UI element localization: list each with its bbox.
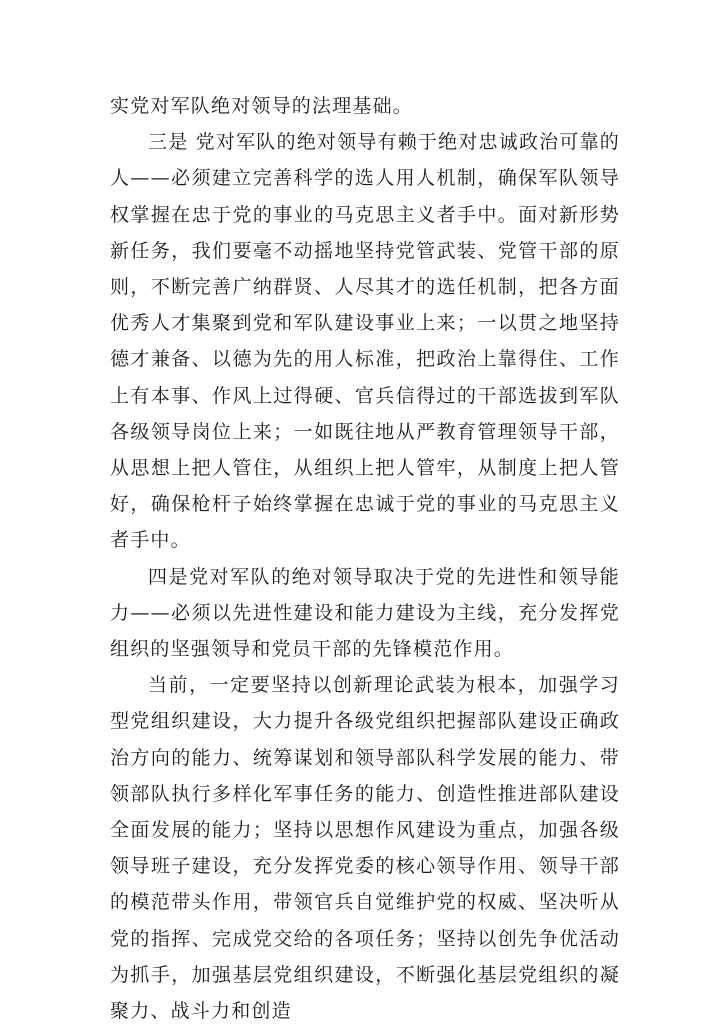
paragraph-point-three: 三是 党对军队的绝对领导有赖于绝对忠诚政治可靠的人——必须建立完善科学的选人用人机制，确保军队领导权掌握在忠于党的事业的马克思主义者手中。面对新形势新任务，我们要毫不动摇地坚持党管武装、党管干部的原则，不断完善广纳群贤、人尽其才的选任机制，把各方面优秀人才集聚到党和军队建设事业上来；一以贯之地坚持德才兼备、以德为先的用人标准，把政治上靠得住、工作上有本事、作风上过得硬、官兵信得过的干部选拔到军队各级领导岗位上来；一如既往地从严教育管理领导干部，从思想上把人管住，从组织上把人管牢，从制度上把人管好，确保枪杆子始终掌握在忠诚于党的事业的马克思主义者手中。 xyxy=(110,131,620,552)
paragraph-continuation: 实党对军队绝对领导的法理基础。 xyxy=(110,95,414,117)
body-text xyxy=(110,88,620,1029)
paragraph-current-tasks: 当前，一定要坚持以创新理论武装为根本，加强学习型党组织建设，大力提升各级党组织把握部队建设正确政治方向的能力、统筹谋划和领导部队科学发展的能力、带领部队执行多样化军事任务的能力、创造性推进部队建设全面发展的能力；坚持以思想作风建设为重点，加强各级领导班子建设，充分发挥党委的核心领导作用、领导干部的模范带头作用，带领官兵自觉维护党的权威、坚决听从党的指挥、完成党交给的各项任务；坚持以创先争优活动为抓手，加强基层党组织建设，不断强化基层党组织的凝聚力、战斗力和创造 xyxy=(110,674,620,1023)
paragraph-point-four: 四是党对军队的绝对领导取决于党的先进性和领导能力——必须以先进性建设和能力建设为主线，充分发挥党组织的坚强领导和党员干部的先锋模范作用。 xyxy=(110,565,620,661)
